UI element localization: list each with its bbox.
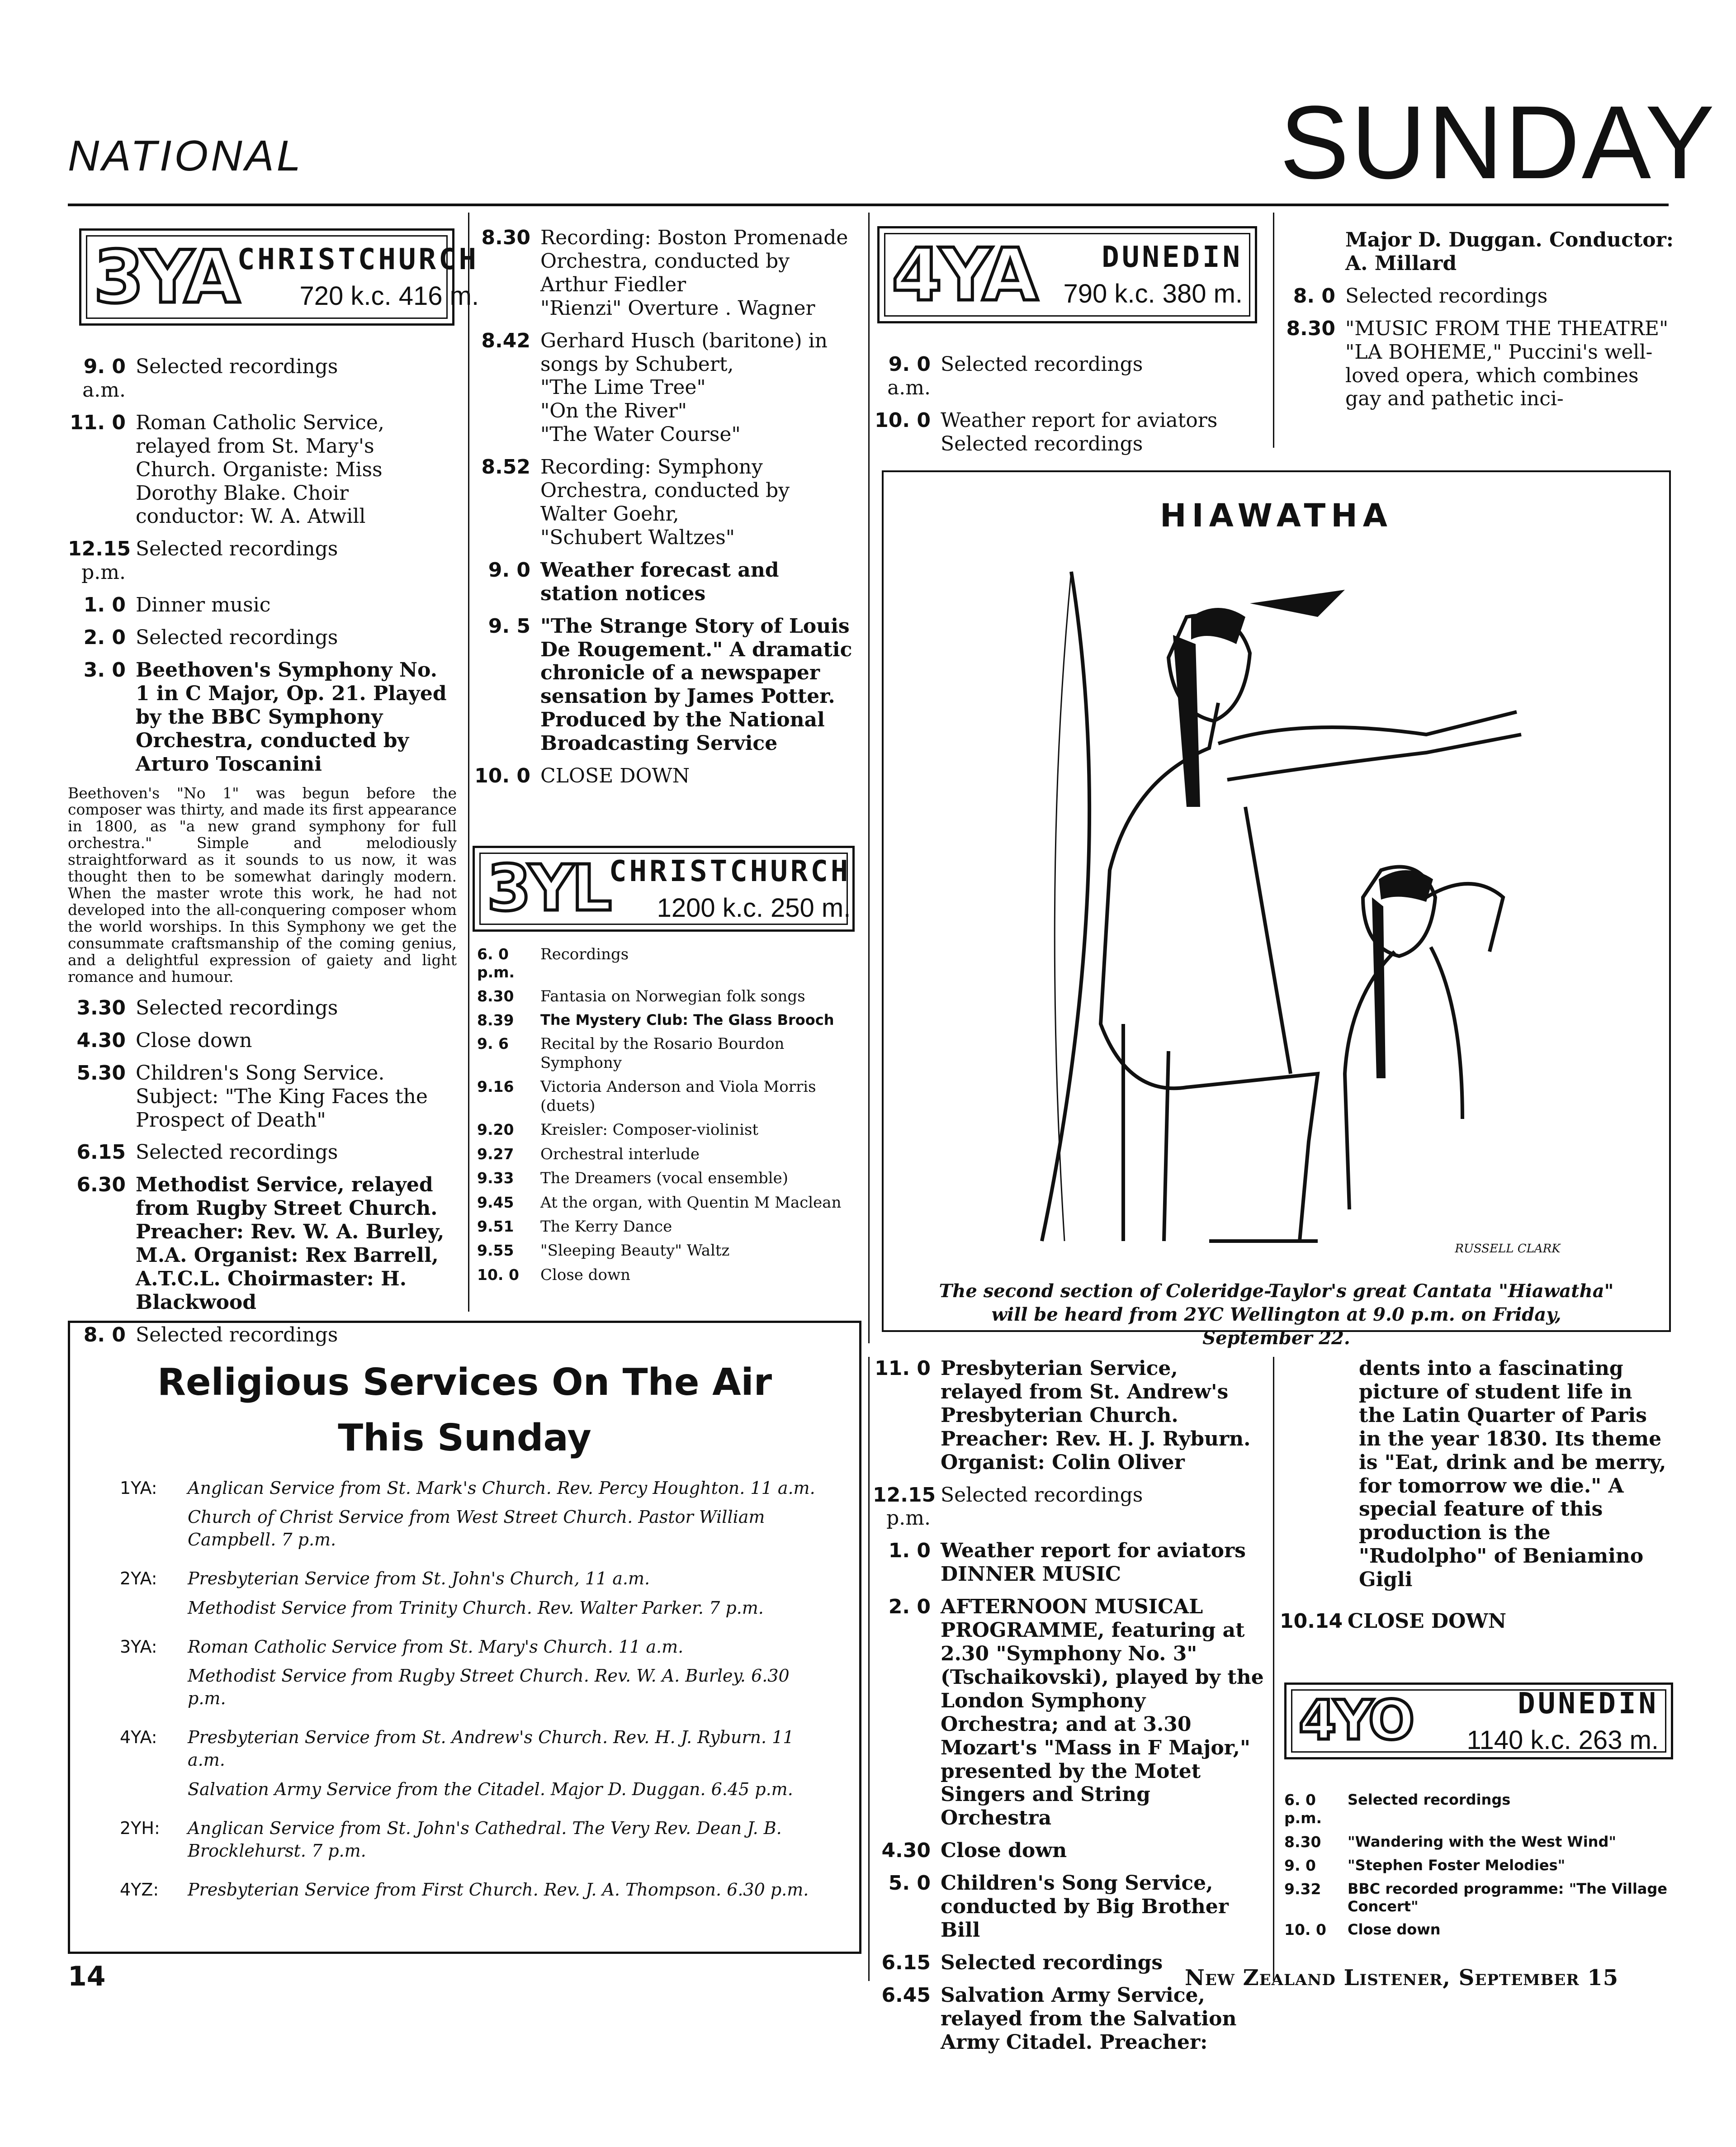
entry-detail: "Rienzi" Overture . Wagner bbox=[540, 296, 815, 320]
entry-time: 5. 0 bbox=[888, 1872, 931, 1895]
entry-description: Beethoven's Symphony No. 1 in C Major, Op. 21. Played by the BBC Symphony Orchestra, conducted by Arturo Toscanini bbox=[136, 658, 447, 776]
religious-item bbox=[120, 1567, 832, 1625]
program-entry bbox=[473, 329, 861, 447]
entry-time bbox=[1277, 228, 1345, 275]
service-line: Methodist Service from Rugby Street Church. Rev. W. A. Burley. 6.30 p.m. bbox=[188, 1665, 790, 1709]
religious-item bbox=[120, 1726, 832, 1806]
station-logo-3yl bbox=[473, 846, 855, 932]
program-entry bbox=[68, 355, 457, 402]
entry-time: 10.14 bbox=[1280, 1610, 1343, 1633]
program-entry bbox=[473, 945, 861, 982]
entry-time: 9.45 bbox=[477, 1193, 514, 1211]
section-label: NATIONAL bbox=[68, 132, 303, 180]
service-line: Anglican Service from St. Mark's Church. Rev. Percy Houghton. 11 a.m. bbox=[188, 1478, 815, 1498]
entry-description: BBC recorded programme: "The Village Concert" bbox=[1348, 1880, 1667, 1915]
program-entry bbox=[873, 1595, 1266, 1830]
entry-time: 2. 0 bbox=[888, 1595, 931, 1619]
station-label: 2YA: bbox=[120, 1569, 157, 1589]
time-suffix: p.m. bbox=[81, 561, 126, 584]
program-entry bbox=[68, 996, 457, 1020]
feather-icon bbox=[1250, 590, 1345, 617]
program-entry bbox=[473, 1266, 861, 1284]
program-entry bbox=[1280, 1610, 1673, 1633]
entry-description: Major D. Duggan. Conductor: A. Millard bbox=[1345, 228, 1674, 275]
program-entry bbox=[1280, 1880, 1673, 1915]
program-entry bbox=[68, 659, 457, 776]
entry-time: 12.15 bbox=[873, 1483, 936, 1507]
service-line: Church of Christ Service from West Street Church. Pastor William Campbell. 7 p.m. bbox=[188, 1507, 765, 1550]
program-entry bbox=[68, 411, 457, 529]
entry-time: 9. 6 bbox=[477, 1035, 509, 1053]
entry-time: 1. 0 bbox=[888, 1539, 931, 1563]
entry-description: Close down bbox=[136, 1028, 252, 1052]
program-3yl bbox=[473, 945, 861, 1290]
religious-item bbox=[120, 1635, 832, 1716]
entry-description: Selected recordings bbox=[1348, 1791, 1511, 1808]
time-suffix: p.m. bbox=[886, 1507, 931, 1530]
entry-description: The Dreamers (vocal ensemble) bbox=[540, 1169, 789, 1188]
program-entry bbox=[473, 1194, 861, 1212]
religious-services-box bbox=[68, 1321, 861, 1954]
entry-description: Selected recordings bbox=[136, 1323, 338, 1346]
entry-description: "Stephen Foster Melodies" bbox=[1348, 1856, 1566, 1874]
program-4ya-continued bbox=[1280, 1357, 1673, 1642]
entry-time: 2. 0 bbox=[83, 626, 126, 649]
program-entry bbox=[473, 987, 861, 1006]
entry-time: 8.30 bbox=[1284, 1833, 1321, 1851]
entry-description: dents into a fascinating picture of student life in the Latin Quarter of Paris in the year 1830. Its theme is "Eat, drink and be merry, for tomorrow we die." A special feature of this production is the "Rudolpho" of Beniamino Gigli bbox=[1359, 1357, 1666, 1592]
entry-time: 3. 0 bbox=[83, 658, 126, 682]
program-entry bbox=[873, 353, 1266, 400]
entry-description: Selected recordings bbox=[941, 1951, 1163, 1974]
program-entry bbox=[473, 1078, 861, 1115]
program-3ya-continued bbox=[473, 226, 861, 797]
column-divider bbox=[868, 213, 870, 1343]
service-line: Salvation Army Service from the Citadel. Major D. Duggan. 6.45 p.m. bbox=[188, 1779, 793, 1799]
program-entry bbox=[68, 626, 457, 649]
illustration-title: HIAWATHA bbox=[1160, 497, 1393, 534]
entry-time: 6.15 bbox=[76, 1141, 126, 1164]
station-city: DUNEDIN bbox=[1102, 241, 1243, 274]
station-frequency: 1200 k.c. 250 m. bbox=[657, 893, 851, 923]
service-line: Methodist Service from Trinity Church. Rev. Walter Parker. 7 p.m. bbox=[188, 1597, 764, 1618]
entry-time: 9.33 bbox=[477, 1169, 514, 1187]
program-entry bbox=[68, 1062, 457, 1132]
entry-description: Roman Catholic Service, relayed from St. Mary's Church. Organiste: Miss Dorothy Blake. Choir conductor: W. A. Atwill bbox=[136, 411, 384, 528]
program-entry bbox=[873, 1539, 1266, 1586]
entry-description: CLOSE DOWN bbox=[540, 764, 690, 788]
program-entry bbox=[68, 1029, 457, 1052]
program-entry bbox=[473, 615, 861, 755]
entry-description: "MUSIC FROM THE THEATRE" "LA BOHEME," Puccini's well-loved opera, which combines gay and pathetic inci- bbox=[1345, 317, 1669, 411]
illustration-box bbox=[882, 470, 1671, 1349]
column-divider bbox=[468, 213, 469, 1312]
station-city: CHRISTCHURCH bbox=[609, 854, 851, 888]
publication-line: New Zealand Listener, September 15 bbox=[1185, 1965, 1619, 1991]
program-3ya bbox=[68, 355, 457, 1356]
entry-description: Salvation Army Service, relayed from the Salvation Army Citadel. Preacher: bbox=[941, 1983, 1237, 2054]
time-suffix: a.m. bbox=[887, 376, 931, 399]
artist-signature: RUSSELL CLARK bbox=[1455, 1242, 1561, 1256]
program-entry bbox=[473, 1218, 861, 1236]
entry-time: 9.51 bbox=[477, 1217, 514, 1235]
entry-description: Fantasia on Norwegian folk songs bbox=[540, 987, 805, 1005]
entry-detail: "The Lime Tree" bbox=[540, 376, 706, 399]
entry-description: Gerhard Husch (baritone) in songs by Schubert, bbox=[540, 329, 828, 376]
religious-item bbox=[120, 1878, 832, 1907]
entry-time: 9. 0 bbox=[888, 353, 931, 376]
program-entry bbox=[1277, 228, 1675, 275]
time-suffix: a.m. bbox=[82, 378, 126, 402]
program-entry bbox=[873, 1483, 1266, 1531]
entry-description: Children's Song Service, conducted by Big Brother Bill bbox=[941, 1872, 1229, 1942]
entry-time: 11. 0 bbox=[70, 411, 126, 434]
entry-time: 8.30 bbox=[1286, 317, 1335, 340]
station-label: 4YZ: bbox=[120, 1880, 159, 1900]
program-entry bbox=[1277, 317, 1675, 411]
entry-time: 6. 0 p.m. bbox=[477, 945, 515, 981]
entry-description: Recording: Symphony Orchestra, conducted by Walter Goehr, bbox=[540, 455, 790, 526]
station-logo-4ya bbox=[877, 226, 1257, 323]
entry-time: 12.15 bbox=[68, 537, 131, 561]
entry-time: 6.45 bbox=[881, 1983, 931, 2007]
program-entry bbox=[1280, 1791, 1673, 1828]
program-entry bbox=[873, 409, 1266, 456]
entry-description: Selected recordings bbox=[941, 1483, 1143, 1507]
station-city: DUNEDIN bbox=[1518, 1687, 1659, 1720]
bow-icon bbox=[1042, 572, 1089, 1241]
entry-time: 9. 0 bbox=[83, 355, 126, 378]
entry-time: 9. 5 bbox=[488, 614, 530, 638]
callsign: 3YA bbox=[94, 234, 237, 319]
entry-description: AFTERNOON MUSICAL PROGRAMME, featuring at 2.30 "Symphony No. 3" (Tschaikovski), played by the London Symphony Orchestra; and at 3.30 Mozart's "Mass in F Major," presented by the Motet Singers and String Orchestra bbox=[941, 1595, 1264, 1830]
entry-time: 8.52 bbox=[481, 455, 530, 479]
entry-time: 9.55 bbox=[477, 1242, 514, 1260]
entry-description: CLOSE DOWN bbox=[1348, 1610, 1507, 1633]
entry-time: 10. 0 bbox=[1284, 1921, 1326, 1939]
entry-description: Kreisler: Composer-violinist bbox=[540, 1121, 759, 1139]
entry-time: 5.30 bbox=[76, 1061, 126, 1085]
entry-description: Weather report for aviators DINNER MUSIC bbox=[941, 1539, 1246, 1586]
religious-subtitle: This Sunday bbox=[338, 1417, 591, 1460]
entry-description: Dinner music bbox=[136, 593, 271, 617]
service-line: Anglican Service from St. John's Cathedral. The Very Rev. Dean J. B. Brocklehurst. 7 p.m. bbox=[188, 1818, 782, 1861]
program-entry bbox=[68, 593, 457, 617]
entry-description: Selected recordings bbox=[136, 537, 338, 561]
column-divider bbox=[868, 1357, 870, 1981]
entry-time: 9. 0 bbox=[1284, 1856, 1316, 1874]
station-label: 4YA: bbox=[120, 1727, 157, 1748]
station-logo-4yo bbox=[1284, 1683, 1673, 1759]
callsign: 4YO bbox=[1299, 1689, 1412, 1752]
entry-time: 8. 0 bbox=[1293, 284, 1335, 308]
entry-description: Recital by the Rosario Bourdon Symphony bbox=[540, 1035, 785, 1072]
program-entry bbox=[473, 1145, 861, 1164]
program-entry bbox=[68, 537, 457, 584]
entry-time: 8.42 bbox=[481, 329, 530, 352]
entry-time: 1. 0 bbox=[83, 593, 126, 617]
callsign: 4YA bbox=[892, 232, 1036, 317]
program-entry bbox=[68, 1141, 457, 1164]
header-rule bbox=[68, 204, 1669, 206]
entry-description: At the organ, with Quentin M Maclean bbox=[540, 1193, 842, 1212]
program-entry bbox=[873, 1984, 1266, 2054]
illustration-caption: The second section of Coleridge-Taylor's great Cantata "Hiawatha" will be heard from 2YC Wellington at 9.0 p.m. on Friday, September 22. bbox=[939, 1280, 1614, 1349]
program-entry bbox=[473, 1035, 861, 1072]
entry-description: Methodist Service, relayed from Rugby Street Church. Preacher: Rev. W. A. Burley, M.A. Organist: Rex Barrell, A.T.C.L. Choirmaster: H. Blackwood bbox=[136, 1173, 445, 1314]
entry-description: Close down bbox=[1348, 1921, 1441, 1938]
entry-description: Selected recordings bbox=[136, 355, 338, 378]
entry-detail: "The Water Course" bbox=[540, 423, 741, 446]
entry-time: 10. 0 bbox=[875, 408, 931, 432]
entry-time: 8.30 bbox=[481, 226, 530, 249]
program-entry bbox=[473, 1169, 861, 1188]
entry-time: 6.15 bbox=[881, 1951, 931, 1974]
station-logo-3ya bbox=[79, 228, 479, 326]
entry-time: 4.30 bbox=[76, 1028, 126, 1052]
entry-time: 9.27 bbox=[477, 1145, 514, 1163]
entry-time: 8.39 bbox=[477, 1011, 514, 1029]
program-4ya bbox=[873, 353, 1266, 465]
entry-time: 4.30 bbox=[881, 1839, 931, 1863]
entry-description: Victoria Anderson and Viola Morris (duets) bbox=[540, 1078, 816, 1115]
program-entry bbox=[1280, 1921, 1673, 1939]
service-line: Presbyterian Service from St. John's Church, 11 a.m. bbox=[188, 1569, 650, 1589]
station-frequency: 720 k.c. 416 m. bbox=[299, 281, 479, 311]
entry-description: Recording: Boston Promenade Orchestra, conducted by Arthur Fiedler bbox=[540, 226, 848, 296]
entry-description: Orchestral interlude bbox=[540, 1145, 700, 1163]
program-entry bbox=[473, 455, 861, 550]
station-label: 3YA: bbox=[120, 1636, 157, 1657]
entry-time: 11. 0 bbox=[875, 1357, 931, 1380]
program-entry bbox=[873, 1839, 1266, 1863]
program-4ya-day bbox=[873, 1357, 1266, 2063]
entry-time: 3.30 bbox=[76, 996, 126, 1019]
entry-time: 6.30 bbox=[76, 1173, 126, 1197]
religious-list bbox=[120, 1477, 832, 1917]
station-label: 1YA: bbox=[120, 1478, 157, 1498]
religious-item bbox=[120, 1477, 832, 1557]
program-4ya-evening bbox=[1277, 228, 1675, 420]
entry-detail: "Schubert Waltzes" bbox=[540, 526, 735, 549]
column-divider bbox=[1273, 1357, 1274, 1981]
entry-description: "The Strange Story of Louis De Rougement." A dramatic chronicle of a newspaper sensation by James Potter. Produced by the National Broadcasting Service bbox=[540, 614, 852, 755]
religious-item bbox=[120, 1817, 832, 1868]
service-line: Presbyterian Service from St. Andrew's Church. Rev. H. J. Ryburn. 11 a.m. bbox=[188, 1727, 794, 1770]
program-entry bbox=[1280, 1857, 1673, 1875]
program-entry bbox=[873, 1357, 1266, 1474]
entry-description: "Sleeping Beauty" Waltz bbox=[540, 1242, 730, 1260]
program-4yo bbox=[1280, 1791, 1673, 1944]
station-city: CHRISTCHURCH bbox=[237, 243, 479, 276]
program-entry bbox=[473, 1121, 861, 1139]
program-entry bbox=[473, 764, 861, 788]
program-entry bbox=[473, 1011, 861, 1029]
station-frequency: 1140 k.c. 263 m. bbox=[1466, 1725, 1659, 1755]
entry-time: 6. 0 p.m. bbox=[1284, 1791, 1322, 1827]
entry-description: Selected recordings bbox=[1345, 284, 1548, 308]
entry-description: Presbyterian Service, relayed from St. Andrew's Presbyterian Church. Preacher: Rev. H. J. Ryburn. Organist: Colin Oliver bbox=[941, 1357, 1251, 1474]
program-entry bbox=[473, 559, 861, 606]
service-line: Roman Catholic Service from St. Mary's Church. 11 a.m. bbox=[188, 1636, 684, 1657]
entry-time: 9.16 bbox=[477, 1078, 514, 1096]
entry-description: Weather report for aviators Selected recordings bbox=[941, 408, 1218, 455]
program-note: Beethoven's "No 1" was begun before the composer was thirty, and made its first appearance in 1800, as "a new grand symphony for full orchestra." Simple and melodiously straightforward as it sounds to us now, it was thought then to be somewhat daringly modern. When the master wrote this work, he had not developed into the all-conquering composer whom the world worships. In this Symphony we get the consummate craftsmanship of the coming genius, and a delightful expression of gaiety and light romance and humour. bbox=[68, 784, 457, 986]
station-label: 2YH: bbox=[120, 1818, 160, 1838]
column-divider bbox=[1273, 213, 1274, 448]
entry-time: 10. 0 bbox=[474, 764, 530, 788]
entry-description: Children's Song Service. Subject: "The King Faces the Prospect of Death" bbox=[136, 1061, 428, 1132]
hiawatha-illustration bbox=[974, 554, 1580, 1259]
program-entry bbox=[68, 1173, 457, 1314]
entry-time: 9.20 bbox=[477, 1121, 514, 1139]
entry-description: Close down bbox=[540, 1265, 630, 1284]
entry-detail: "On the River" bbox=[540, 399, 687, 423]
service-line: Presbyterian Service from First Church. Rev. J. A. Thompson. 6.30 p.m. bbox=[188, 1880, 809, 1900]
program-entry bbox=[1280, 1833, 1673, 1851]
entry-time: 9.32 bbox=[1284, 1880, 1321, 1898]
entry-description: Selected recordings bbox=[941, 353, 1143, 376]
program-entry bbox=[873, 1872, 1266, 1942]
program-entry bbox=[473, 1242, 861, 1260]
entry-time: 8. 0 bbox=[83, 1323, 126, 1346]
entry-description: Weather forecast and station notices bbox=[540, 558, 779, 605]
program-entry bbox=[1277, 284, 1675, 308]
station-frequency: 790 k.c. 380 m. bbox=[1063, 279, 1243, 308]
entry-time: 9. 0 bbox=[488, 558, 530, 582]
entry-description: The Mystery Club: The Glass Brooch bbox=[540, 1011, 834, 1028]
day-title: SUNDAY bbox=[1280, 84, 1717, 200]
entry-description: Selected recordings bbox=[136, 1141, 338, 1164]
entry-description: The Kerry Dance bbox=[540, 1217, 672, 1236]
entry-time: 8.30 bbox=[477, 987, 514, 1005]
entry-description: Recordings bbox=[540, 945, 629, 963]
religious-title: Religious Services On The Air bbox=[157, 1361, 772, 1404]
callsign: 3YL bbox=[487, 852, 609, 925]
entry-time: 10. 0 bbox=[477, 1265, 519, 1284]
program-entry bbox=[473, 226, 861, 320]
page-number: 14 bbox=[68, 1961, 106, 1992]
entry-description: Close down bbox=[941, 1839, 1067, 1863]
entry-description: "Wandering with the West Wind" bbox=[1348, 1833, 1617, 1850]
entry-description: Selected recordings bbox=[136, 996, 338, 1019]
entry-description: Selected recordings bbox=[136, 626, 338, 649]
